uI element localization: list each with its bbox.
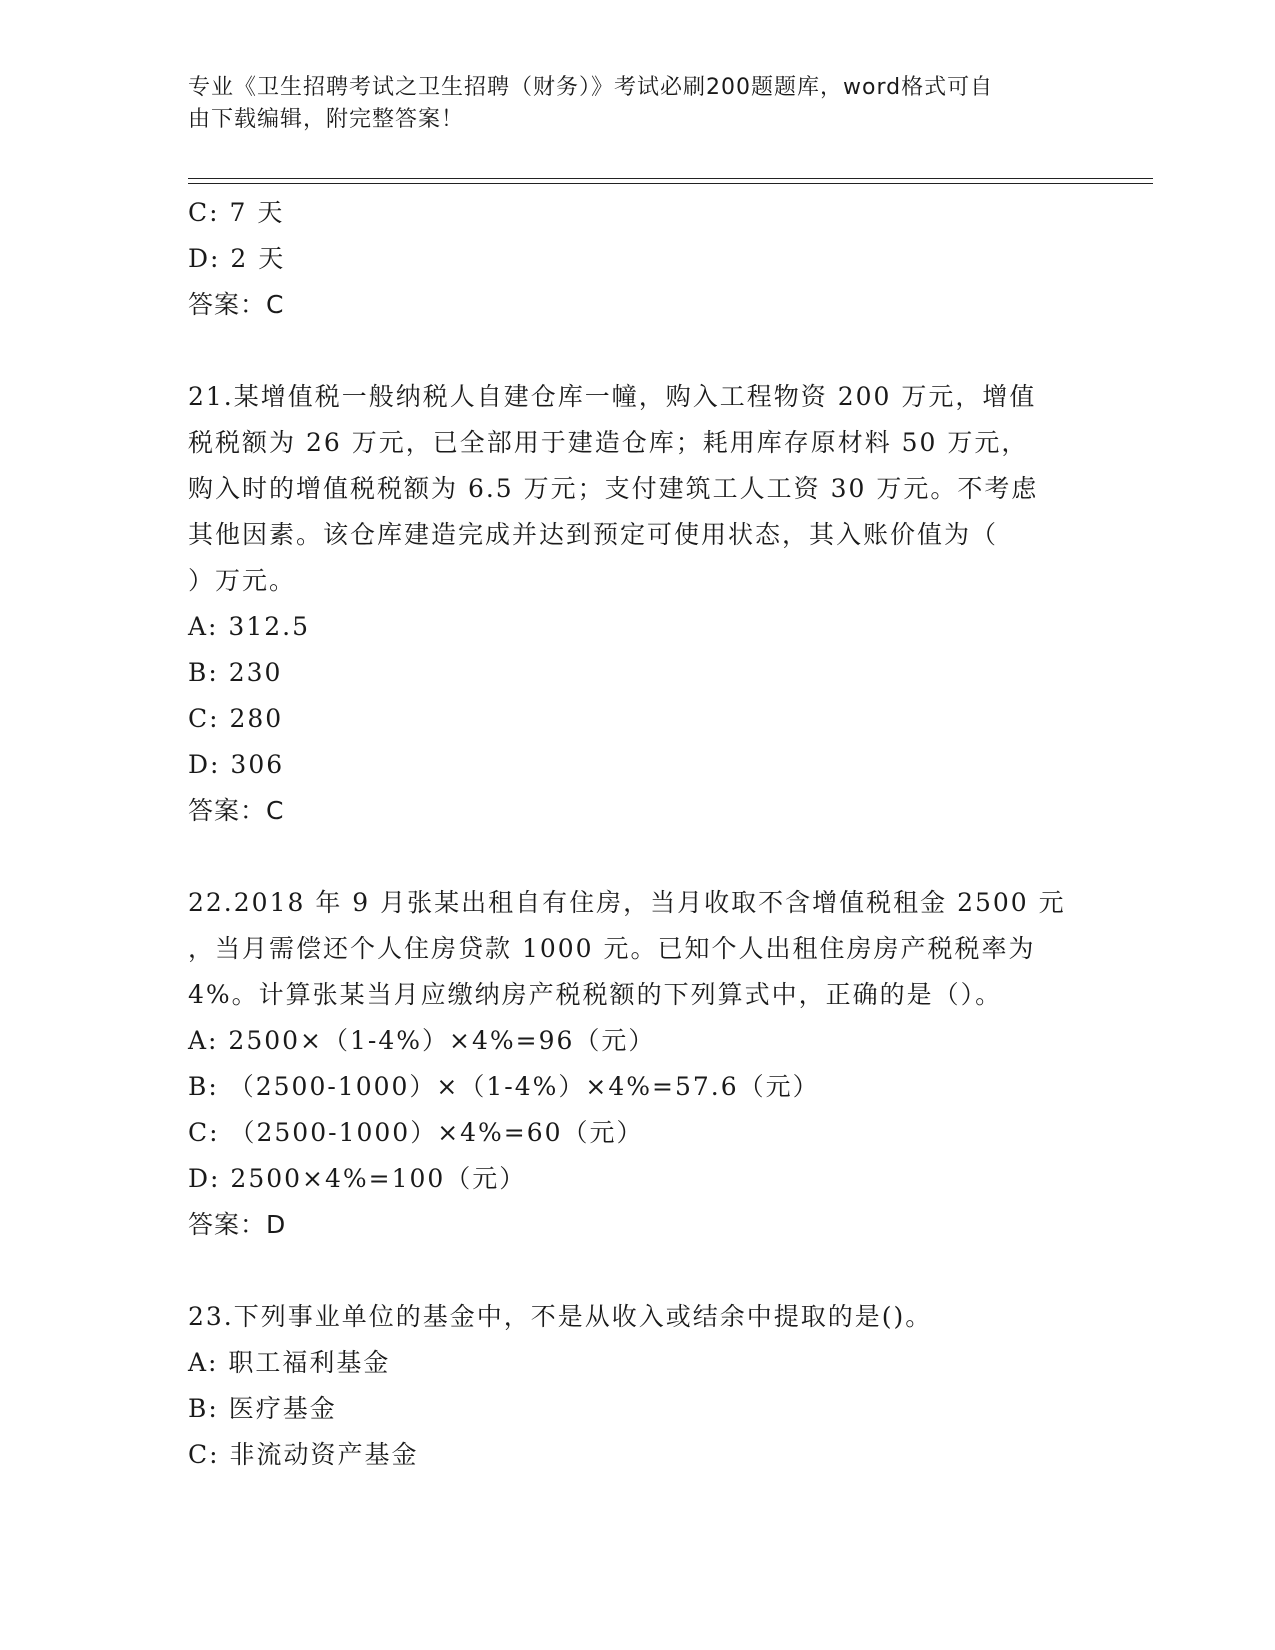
option-c: C: 非流动资产基金	[188, 1440, 419, 1469]
question-20-tail	[188, 190, 1088, 328]
option-a: A: 2500×（1-4%）×4%=96（元）	[188, 1026, 656, 1055]
question-text-line: 4%。计算张某当月应缴纳房产税税额的下列算式中，正确的是（）。	[188, 980, 1003, 1009]
question-text-line: 购入时的增值税税额为 6.5 万元；支付建筑工人工资 30 万元。不考虑	[188, 474, 1039, 503]
option-b: B: 230	[188, 658, 283, 687]
question-text-line: ，当月需偿还个人住房贷款 1000 元。已知个人出租住房房产税税率为	[188, 934, 1036, 963]
option-a: A: 职工福利基金	[188, 1348, 391, 1377]
option-b: B: （2500-1000）×（1-4%）×4%=57.6（元）	[188, 1072, 820, 1101]
spacer	[188, 1248, 1088, 1294]
question-21	[188, 374, 1088, 834]
question-23	[188, 1294, 1088, 1478]
question-text-line: 23.下列事业单位的基金中，不是从收入或结余中提取的是()。	[188, 1302, 933, 1331]
question-22	[188, 880, 1088, 1248]
question-text-line: 其他因素。该仓库建造完成并达到预定可使用状态，其入账价值为（	[188, 520, 999, 549]
option-d: D: 306	[188, 750, 285, 779]
answer: 答案：D	[188, 1210, 287, 1239]
question-text-line: 21.某增值税一般纳税人自建仓库一幢，购入工程物资 200 万元，增值	[188, 382, 1037, 411]
question-content	[188, 190, 1088, 1478]
question-text-line: ）万元。	[188, 566, 297, 595]
header-rule-top	[188, 178, 1153, 179]
option-d: D: 2 天	[188, 244, 286, 273]
document-header	[188, 72, 1068, 136]
header-line-2: 由下载编辑，附完整答案！	[188, 107, 465, 132]
spacer	[188, 834, 1088, 880]
spacer	[188, 328, 1088, 374]
option-c: C: 280	[188, 704, 284, 733]
option-b: B: 医疗基金	[188, 1394, 337, 1423]
answer: 答案：C	[188, 796, 285, 825]
question-text-line: 税税额为 26 万元，已全部用于建造仓库；耗用库存原材料 50 万元，	[188, 428, 1029, 457]
option-c: C: （2500-1000）×4%=60（元）	[188, 1118, 644, 1147]
header-line-1: 专业《卫生招聘考试之卫生招聘（财务）》考试必刷200题题库，word格式可自	[188, 75, 994, 100]
option-c: C: 7 天	[188, 198, 285, 227]
question-text-line: 22.2018 年 9 月张某出租自有住房，当月收取不含增值税租金 2500 元	[188, 888, 1066, 917]
answer: 答案：C	[188, 290, 285, 319]
header-rule-bottom	[188, 183, 1153, 184]
option-d: D: 2500×4%=100（元）	[188, 1164, 527, 1193]
option-a: A: 312.5	[188, 612, 310, 641]
